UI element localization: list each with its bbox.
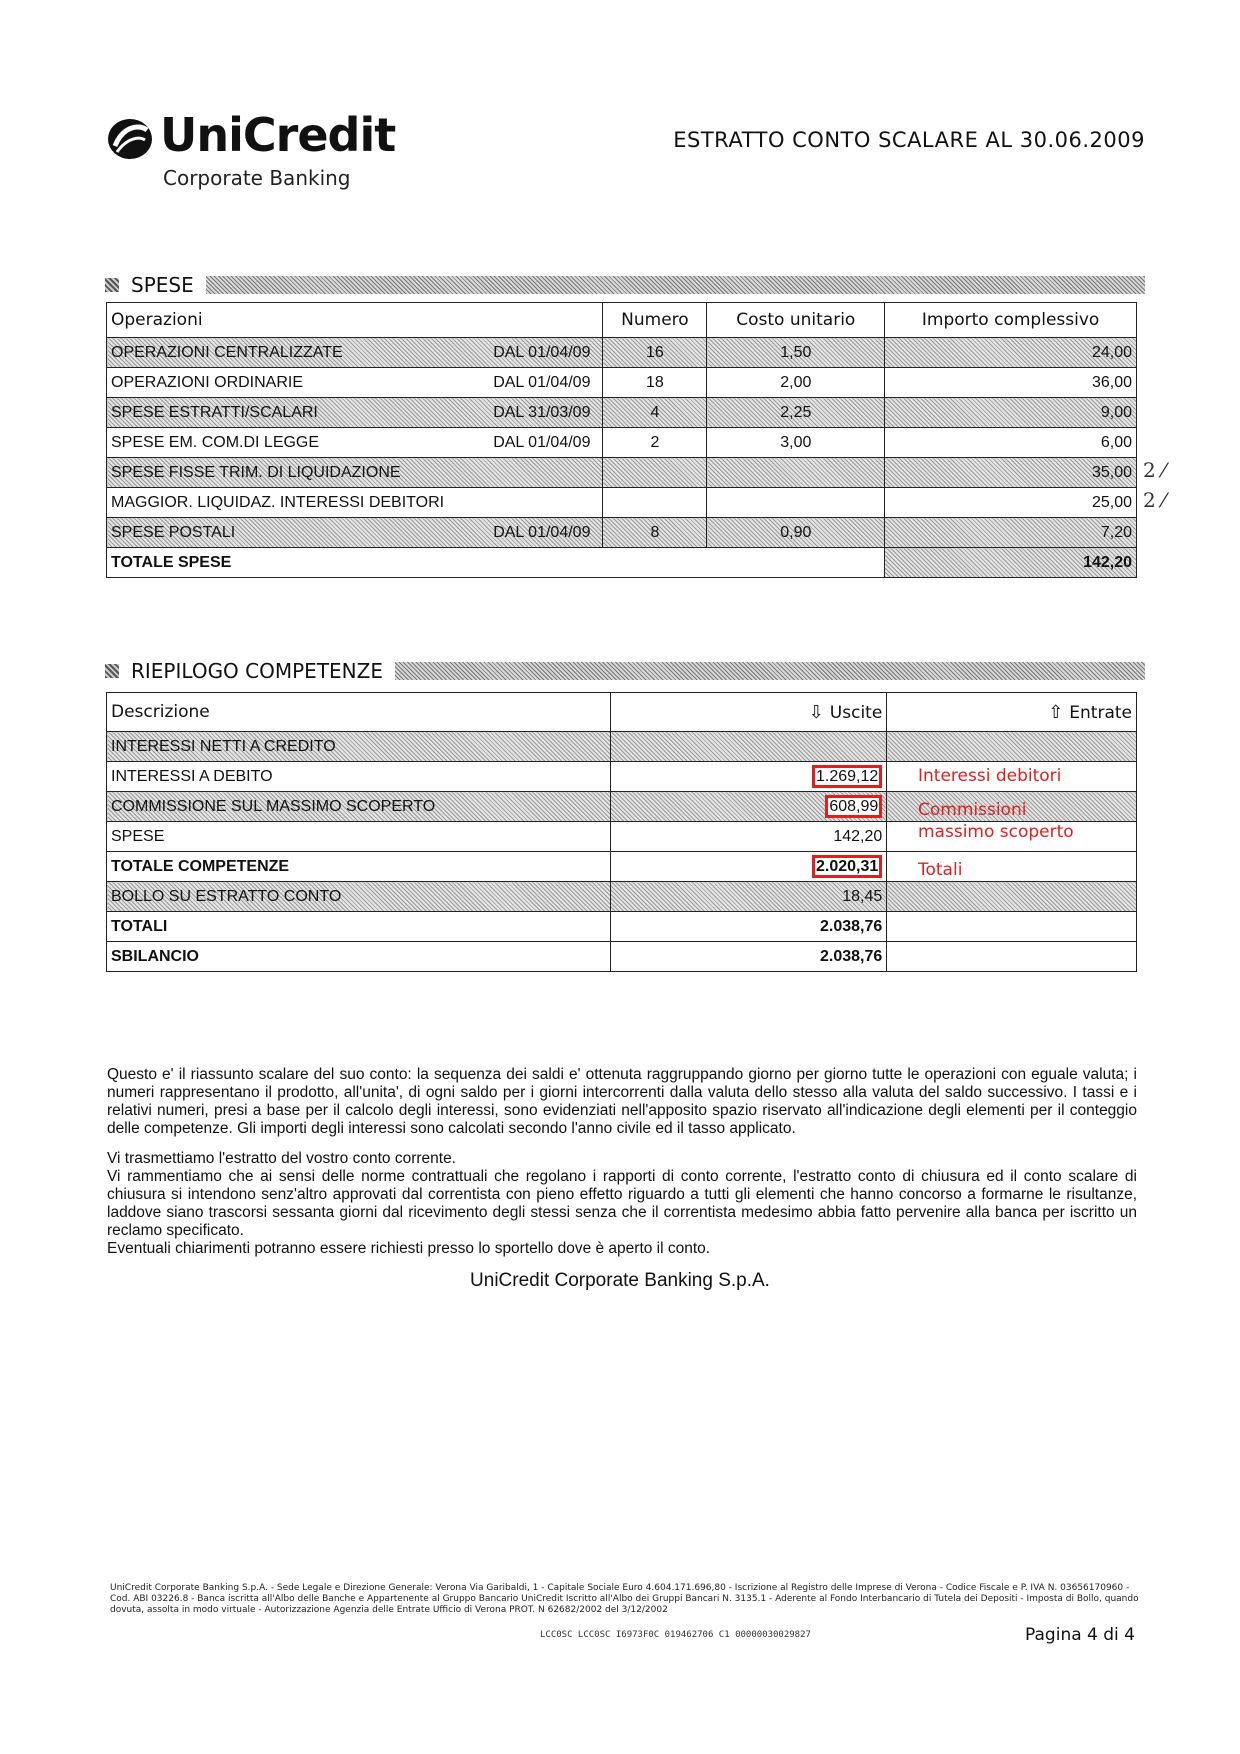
unicredit-logo	[105, 108, 395, 198]
footer-legal-text: UniCredit Corporate Banking S.p.A. - Sede Legale e Direzione Generale: Verona Via Garibaldi, 1 - Capitale Sociale Euro 4.604.171.696,80 - Iscrizione al Registro delle Imprese di Verona - Codice Fiscale e P. IVA N. 03656170960 - Cod. ABI 03226.8 - Banca iscritta all'Albo delle Banche e Appartenente al Gruppo Bancario UniCredit Iscritto all'Albo dei Gruppi Bancari N. 3135.1 - Aderente al Fondo Interbancario di Tutela dei Depositi - Imposta di Bollo, quando dovuta, assolta in modo virtuale - Autorizzazione Agenzia delle Entrate Ufficio di Verona PROT. N 62682/2002 del 3/12/2002	[110, 1583, 1139, 1615]
spese-title: SPESE	[131, 273, 194, 297]
row-uscite: 1.269,12	[610, 762, 887, 792]
table-row	[107, 368, 1137, 398]
row-costo	[707, 458, 885, 488]
row-uscite: 142,20	[610, 822, 887, 852]
row-costo: 3,00	[707, 428, 885, 458]
annotation-interessi: Interessi debitori	[918, 766, 1062, 786]
section-bar	[206, 276, 1145, 294]
row-numero: 4	[603, 398, 707, 428]
table-row	[107, 488, 1137, 518]
unicredit-logo-icon	[105, 116, 155, 162]
row-uscite: 18,45	[610, 882, 887, 912]
row-label-cell: SPESE ESTRATTI/SCALARI DAL 31/03/09	[107, 398, 603, 428]
riepilogo-title: RIEPILOGO COMPETENZE	[131, 659, 383, 683]
signature: UniCredit Corporate Banking S.p.A.	[470, 1270, 770, 1291]
row-importo: 24,00	[885, 338, 1137, 368]
row-label: COMMISSIONE SUL MASSIMO SCOPERTO	[107, 792, 611, 822]
logo-name: UniCredit	[160, 108, 396, 162]
col-descrizione: Descrizione	[107, 693, 611, 732]
col-uscite: ⇩ Uscite	[610, 693, 887, 732]
row-uscite: 2.038,76	[610, 942, 887, 972]
spese-header-row	[107, 303, 1137, 338]
handwritten-mark: 2 ⁄	[1143, 488, 1166, 512]
row-entrate	[887, 882, 1137, 912]
table-row	[107, 852, 1137, 882]
table-row	[107, 882, 1137, 912]
col-costo-unitario: Costo unitario	[707, 303, 885, 338]
row-numero: 2	[603, 428, 707, 458]
row-label: INTERESSI NETTI A CREDITO	[107, 732, 611, 762]
col-numero: Numero	[603, 303, 707, 338]
table-row	[107, 518, 1137, 548]
table-row	[107, 942, 1137, 972]
row-label: TOTALE COMPETENZE	[107, 852, 611, 882]
total-label: TOTALE SPESE	[107, 548, 885, 578]
row-entrate	[887, 942, 1137, 972]
spese-table	[106, 302, 1137, 578]
row-label-cell: SPESE POSTALI DAL 01/04/09	[107, 518, 603, 548]
row-costo: 0,90	[707, 518, 885, 548]
row-importo: 7,20	[885, 518, 1137, 548]
col-entrate: ⇧ Entrate	[887, 693, 1137, 732]
table-row	[107, 398, 1137, 428]
row-costo: 2,00	[707, 368, 885, 398]
table-row	[107, 338, 1137, 368]
row-label-cell: SPESE EM. COM.DI LEGGE DAL 01/04/09	[107, 428, 603, 458]
annotation-commissioni-line2: massimo scoperto	[918, 822, 1074, 842]
paragraph-trasmettiamo: Vi trasmettiamo l'estratto del vostro conto corrente.	[107, 1150, 456, 1167]
row-label-cell: MAGGIOR. LIQUIDAZ. INTERESSI DEBITORI	[107, 488, 603, 518]
paragraph-scalare: Questo e' il riassunto scalare del suo conto: la sequenza dei saldi e' ottenuta raggruppando giorno per giorno tutte le operazioni con eguale valuta; i numeri rappresentano il prodotto, all'unita', di ogni saldo per i giorni intercorrenti dalla valuta dello stesso alla valuta del saldo successivo. I tassi e i relativi numeri, presi a base per il calcolo degli interessi, sono evidenziati nell'apposito spazio riservato all'indicazione degli elementi per il conteggio delle competenze. Gli importi degli interessi sono calcolati secondo l'anno civile ed il tasso applicato.	[107, 1066, 1137, 1137]
annotation-totali: Totali	[918, 860, 963, 880]
logo-subtitle: Corporate Banking	[163, 166, 351, 190]
table-row	[107, 732, 1137, 762]
arrow-up-icon: ⇧	[1048, 701, 1064, 723]
spese-section-heading	[105, 272, 1145, 298]
row-label: TOTALI	[107, 912, 611, 942]
row-label-cell: OPERAZIONI CENTRALIZZATE DAL 01/04/09	[107, 338, 603, 368]
table-row	[107, 428, 1137, 458]
row-importo: 9,00	[885, 398, 1137, 428]
arrow-down-icon: ⇩	[808, 701, 824, 723]
row-entrate	[887, 732, 1137, 762]
spese-total-row	[107, 548, 1137, 578]
row-uscite	[610, 732, 887, 762]
row-costo: 1,50	[707, 338, 885, 368]
row-label-cell: SPESE FISSE TRIM. DI LIQUIDAZIONE	[107, 458, 603, 488]
paragraph-rammentiamo: Vi rammentiamo che ai sensi delle norme contrattuali che regolano i rapporti di conto corrente, l'estratto conto di chiusura ed il conto scalare di chiusura si intendono senz'altro approvati dal correntista con pieno effetto riguardo a tutti gli elementi che hanno concorso a formarne le risultanze, laddove siano trascorsi sessanta giorni dal ricevimento degli stessi senza che il correntista medesimo abbia fatto pervenire alla banca per iscritto un reclamo specificato.	[107, 1168, 1137, 1239]
annotation-commissioni-line1: Commissioni	[918, 800, 1027, 820]
total-value: 142,20	[885, 548, 1137, 578]
row-importo: 6,00	[885, 428, 1137, 458]
section-bullet-icon	[105, 664, 119, 678]
row-numero	[603, 458, 707, 488]
col-operazioni: Operazioni	[107, 303, 603, 338]
row-costo: 2,25	[707, 398, 885, 428]
row-numero: 8	[603, 518, 707, 548]
notes-block	[107, 1066, 1137, 1258]
row-label: BOLLO SU ESTRATTO CONTO	[107, 882, 611, 912]
footer-codes: LCC0SC LCC0SC I6973F0C 019462706 C1 00000030029827	[540, 1630, 811, 1640]
row-costo	[707, 488, 885, 518]
section-bar	[395, 662, 1145, 680]
row-importo: 25,00	[885, 488, 1137, 518]
table-row	[107, 912, 1137, 942]
row-label-cell: OPERAZIONI ORDINARIE DAL 01/04/09	[107, 368, 603, 398]
row-importo: 35,00	[885, 458, 1137, 488]
row-importo: 36,00	[885, 368, 1137, 398]
row-uscite: 2.038,76	[610, 912, 887, 942]
row-numero	[603, 488, 707, 518]
riepilogo-section-heading	[105, 658, 1145, 684]
row-uscite: 608,99	[610, 792, 887, 822]
row-label: SBILANCIO	[107, 942, 611, 972]
handwritten-mark: 2 ⁄	[1143, 458, 1166, 482]
col-importo: Importo complessivo	[885, 303, 1137, 338]
section-bullet-icon	[105, 278, 119, 292]
row-numero: 16	[603, 338, 707, 368]
row-label: SPESE	[107, 822, 611, 852]
row-entrate	[887, 912, 1137, 942]
paragraph-chiarimenti: Eventuali chiarimenti potranno essere richiesti presso lo sportello dove è aperto il conto.	[107, 1240, 711, 1257]
row-label: INTERESSI A DEBITO	[107, 762, 611, 792]
row-uscite: 2.020,31	[610, 852, 887, 882]
table-row	[107, 458, 1137, 488]
document-title: ESTRATTO CONTO SCALARE AL 30.06.2009	[673, 128, 1145, 152]
row-numero: 18	[603, 368, 707, 398]
riepilogo-header-row	[107, 693, 1137, 732]
page-number: Pagina 4 di 4	[1025, 1625, 1135, 1645]
